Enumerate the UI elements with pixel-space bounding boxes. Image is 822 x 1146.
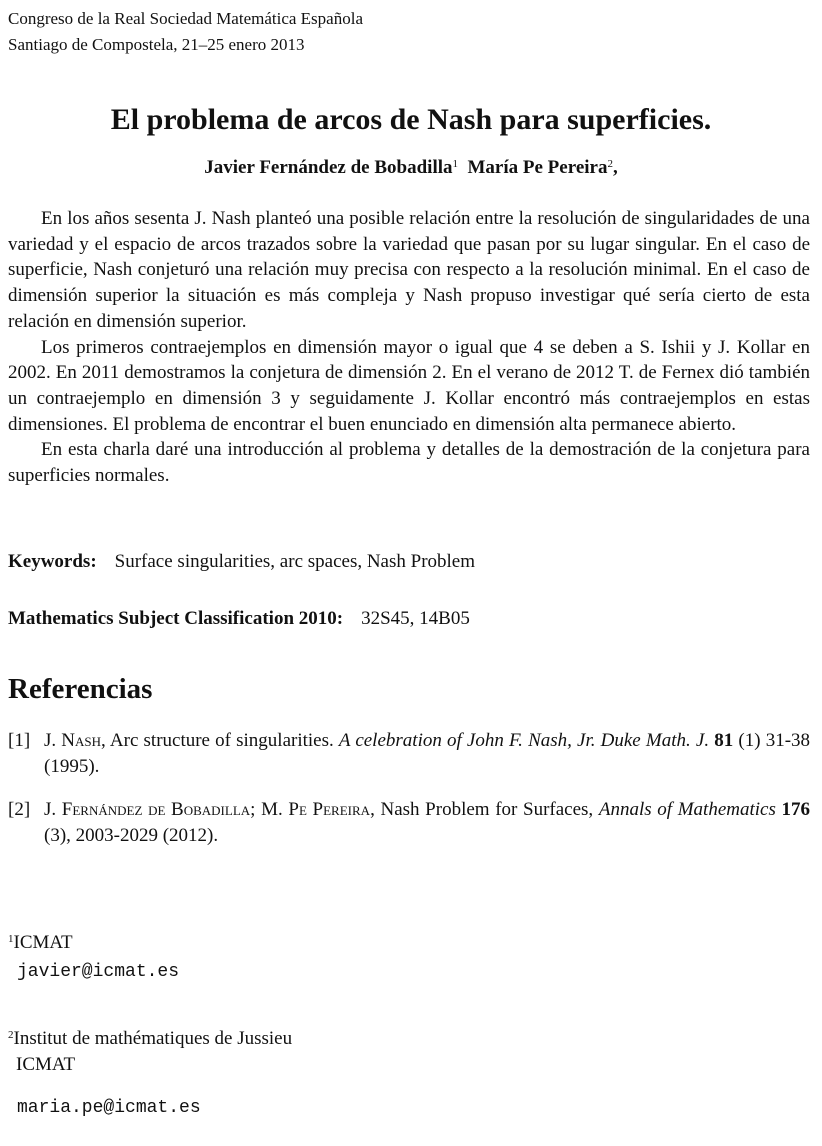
- keywords-label: Keywords:: [8, 551, 97, 572]
- reference-separator: ,: [370, 799, 381, 820]
- paper-title: El problema de arcos de Nash para superficies.: [110, 103, 712, 136]
- abstract-paragraph: En esta charla daré una introducción al problema y detalles de la demostración de la conjetura para superficies normales.: [8, 439, 810, 487]
- msc-classification: [8, 605, 470, 633]
- affiliation-footnote: [8, 1026, 292, 1121]
- msc-label: Mathematics Subject Classification 2010:: [8, 608, 344, 629]
- reference-title: Nash Problem for Surfaces,: [380, 799, 599, 820]
- author-line: [0, 154, 822, 182]
- email-address: maria.pe@icmat.es: [17, 1098, 201, 1118]
- reference-authors: J. Fernández de Bobadilla; M. Pe Pereira: [44, 799, 371, 820]
- footnote-mark: 1: [8, 932, 14, 945]
- author-footnote-mark: 1: [452, 157, 458, 170]
- conference-location-date: Santiago de Compostela, 21–25 enero 2013: [8, 35, 305, 54]
- footnote-mark: 2: [8, 1028, 14, 1041]
- reference-number: [1]: [8, 730, 31, 751]
- email-address: javier@icmat.es: [17, 962, 180, 982]
- author-name: Javier Fernández de Bobadilla: [204, 157, 453, 178]
- reference-item: [8, 797, 810, 849]
- abstract: [8, 206, 810, 489]
- abstract-paragraph: Los primeros contraejemplos en dimensión mayor o igual que 4 se deben a S. Ishii y J. Kollar en 2002. En 2011 demostramos la conjetura de dimensión 2. En el verano de 2012 T. de Fernex dió también un contraejemplo en dimensión 3 y seguidamente J. Kollar encontró más contraejemplos en estas dimensiones. El problema de encontrar el buen enunciado en dimensión alta permanece abierto.: [8, 336, 810, 435]
- reference-details: (1) 31-38 (1995).: [44, 730, 811, 777]
- abstract-paragraph: En los años sesenta J. Nash planteó una posible relación entre la resolución de singularidades de una variedad y el espacio de arcos trazados sobre la variedad que pasan por su lugar singular. En el caso de superficie, Nash conjeturó una relación muy precisa con respecto a la resolución minimal. En el caso de dimensión superior la situación es más compleja y Nash propuso investigar qué sería cierto de esta relación en dimensión superior.: [8, 208, 810, 332]
- reference-item: [8, 728, 810, 780]
- author-footnote-mark: 2: [607, 157, 613, 170]
- msc-value: 32S45, 14B05: [361, 608, 470, 629]
- reference-authors: J. Nash: [44, 730, 102, 751]
- reference-list: [8, 728, 810, 866]
- author-trailing-punct: ,: [612, 157, 618, 178]
- reference-separator: ,: [101, 730, 110, 751]
- keywords: [8, 548, 475, 576]
- keywords-value: Surface singularities, arc spaces, Nash Problem: [114, 551, 476, 572]
- references-heading: Referencias: [8, 673, 153, 705]
- reference-volume: 81: [714, 730, 734, 751]
- reference-title: Arc structure of singularities.: [109, 730, 339, 751]
- affiliation-footnote: [8, 930, 179, 985]
- conference-header: [8, 6, 363, 58]
- affiliation-name: Institut de mathématiques de Jussieu: [13, 1028, 293, 1049]
- reference-details: (3), 2003-2029 (2012).: [44, 825, 219, 846]
- conference-name: Congreso de la Real Sociedad Matemática Española: [8, 9, 363, 28]
- affiliation-name: ICMAT: [16, 1054, 76, 1075]
- author-name: María Pe Pereira: [467, 157, 608, 178]
- reference-venue: Annals of Mathematics: [598, 799, 776, 820]
- reference-volume: 176: [781, 799, 811, 820]
- affiliation-name: ICMAT: [13, 932, 73, 953]
- reference-number: [2]: [8, 799, 31, 820]
- reference-venue: A celebration of John F. Nash, Jr. Duke Math. J.: [338, 730, 710, 751]
